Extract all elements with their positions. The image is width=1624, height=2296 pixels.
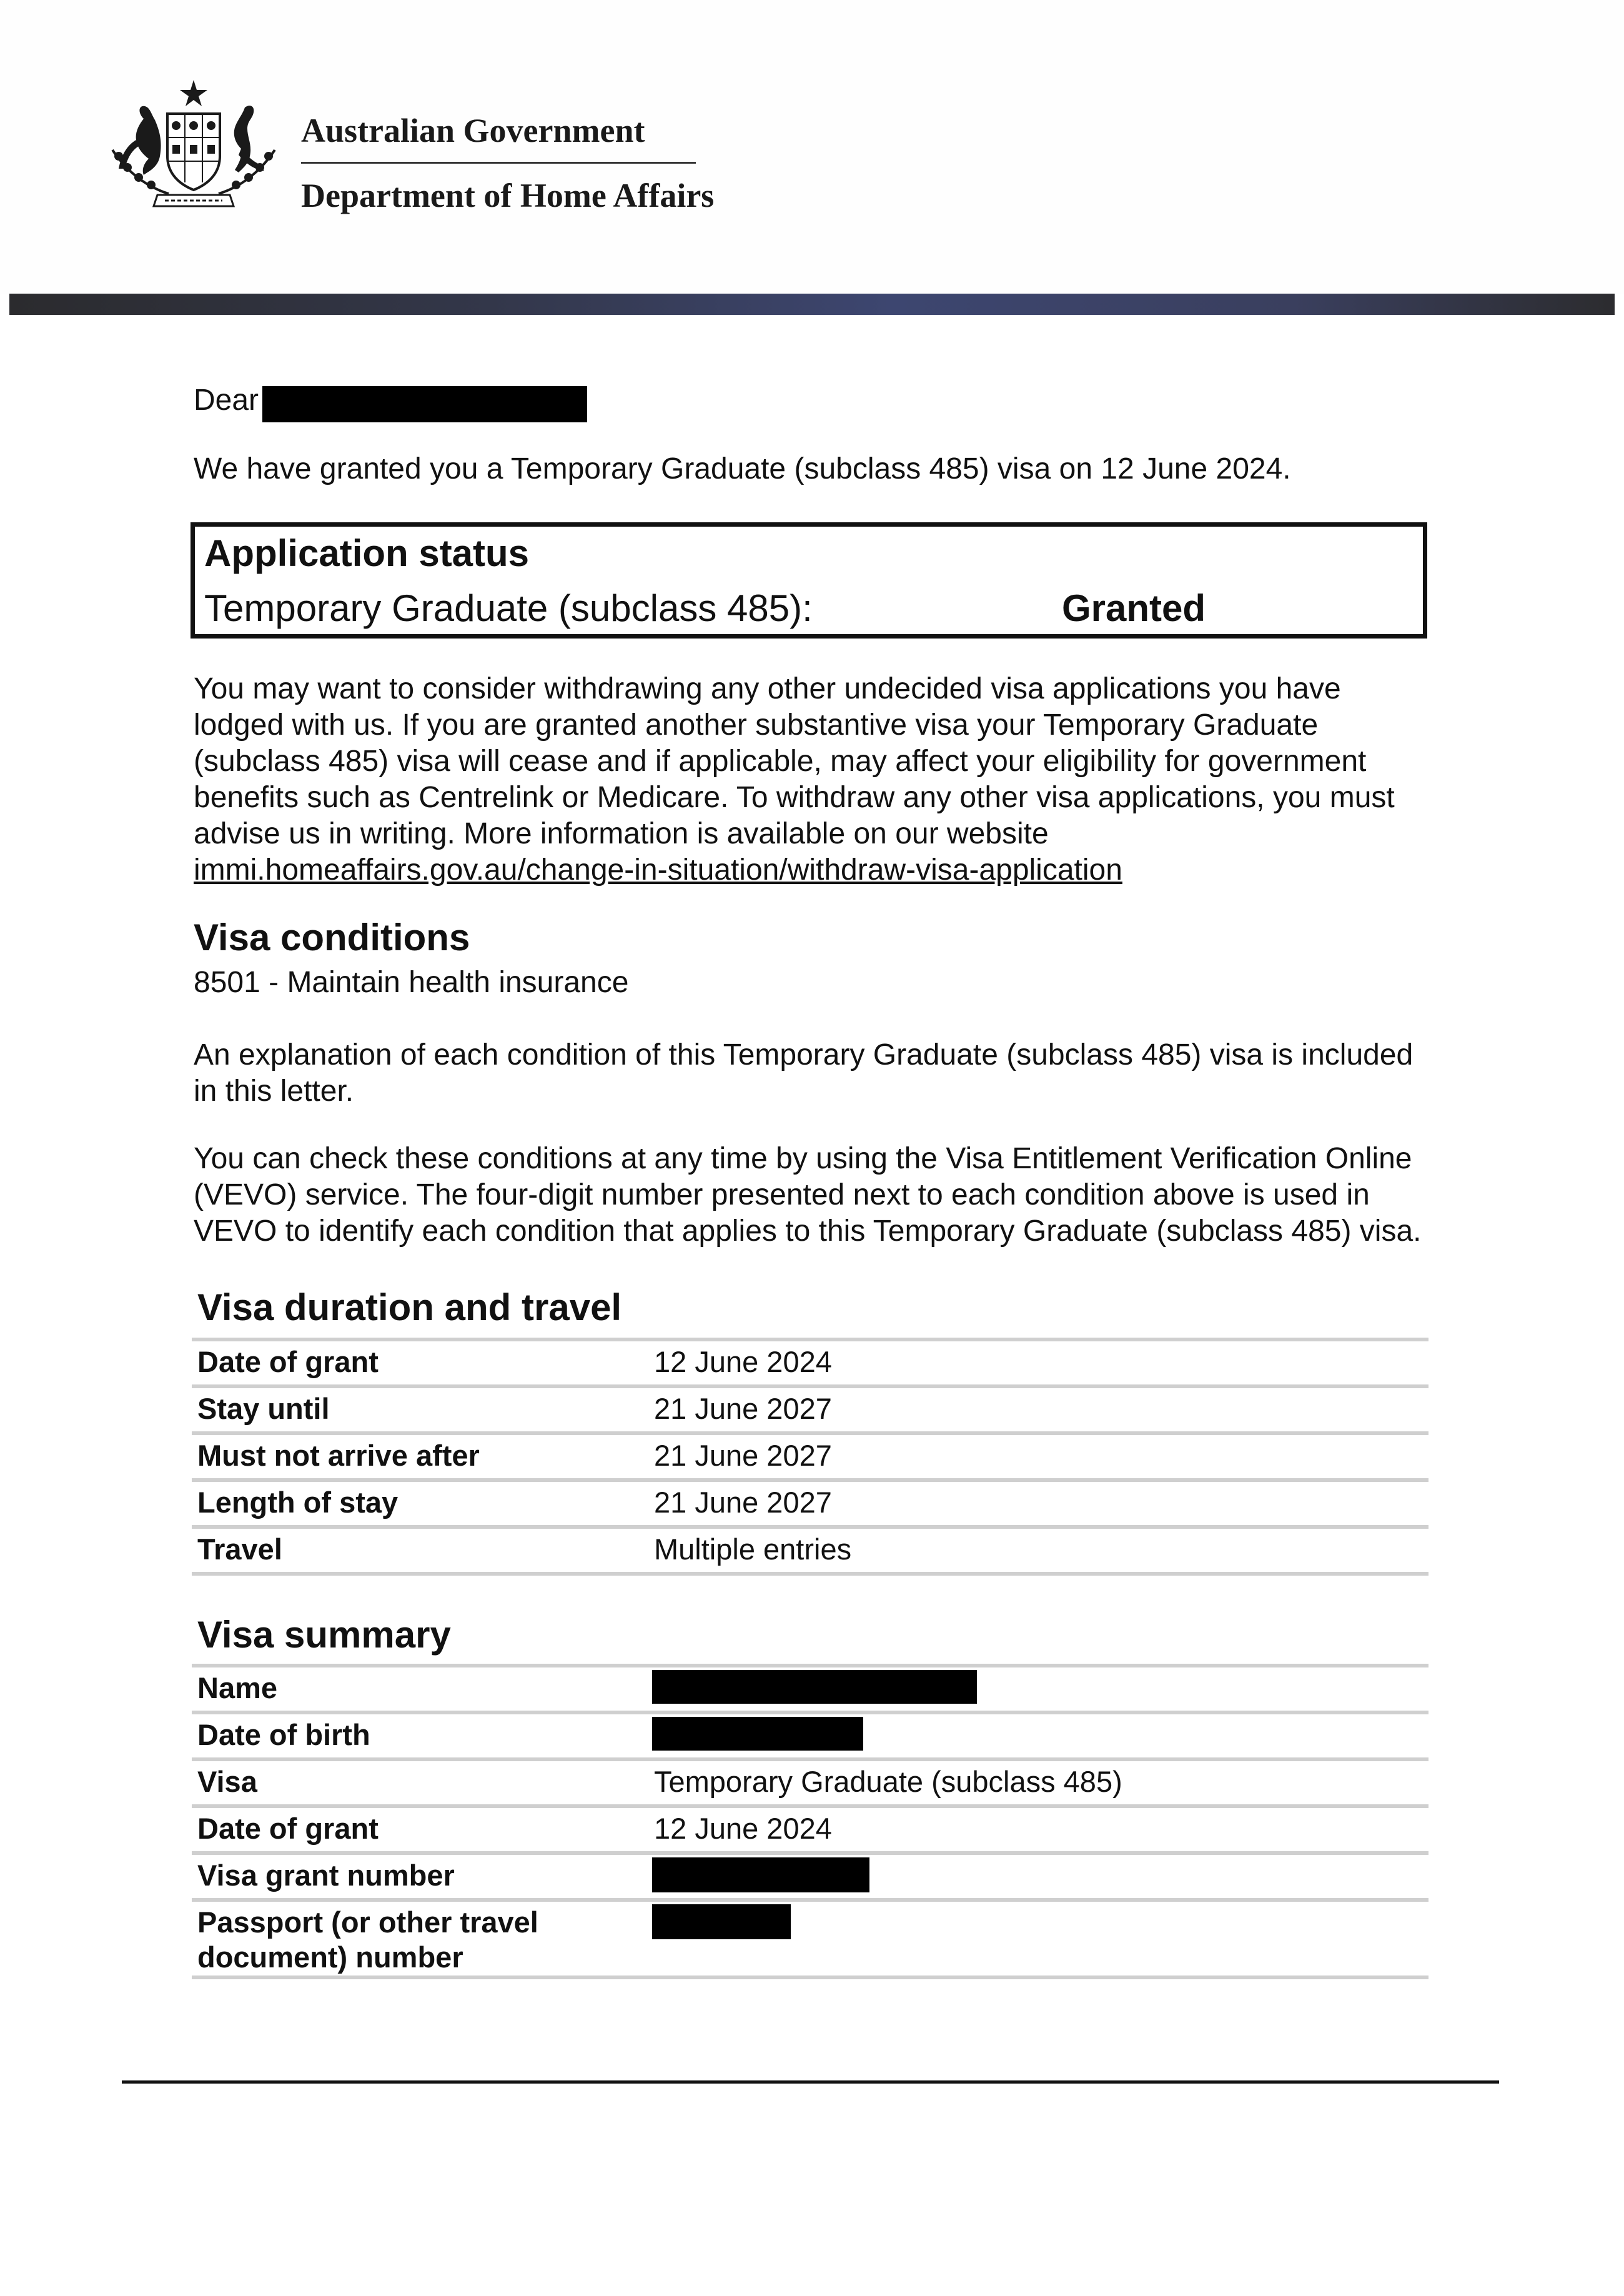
- visa-condition-item: 8501 - Maintain health insurance: [194, 966, 629, 999]
- commonwealth-coat-of-arms-icon: [100, 75, 287, 219]
- row-value: Temporary Graduate (subclass 485): [654, 1765, 1122, 1798]
- salutation: Dear: [194, 384, 259, 417]
- department-name: Department of Home Affairs: [301, 177, 715, 214]
- application-status-title: Application status: [204, 532, 530, 574]
- visa-conditions-heading: Visa conditions: [194, 917, 470, 958]
- government-name: Australian Government: [301, 112, 645, 149]
- visa-summary-table: [192, 1664, 1428, 1979]
- row-value: 12 June 2024: [654, 1345, 832, 1378]
- visa-summary-heading: Visa summary: [197, 1614, 451, 1656]
- row-label: Date of birth: [197, 1718, 370, 1751]
- grant-intro: We have granted you a Temporary Graduate (subclass 485) visa on 12 June 2024.: [194, 452, 1291, 485]
- redacted-passport-number: [652, 1904, 791, 1939]
- row-label: Travel: [197, 1533, 282, 1566]
- redacted-recipient-name: [262, 386, 587, 422]
- redacted-visa-grant-number: [652, 1857, 869, 1892]
- visa-duration-heading: Visa duration and travel: [197, 1286, 622, 1328]
- redacted-date-of-birth: [652, 1717, 863, 1751]
- row-value: 21 June 2027: [654, 1439, 832, 1472]
- application-status-visa: Temporary Graduate (subclass 485):: [204, 587, 813, 629]
- visa-duration-table: [192, 1338, 1428, 1576]
- row-label: Visa grant number: [197, 1859, 455, 1892]
- withdraw-notice-text: You may want to consider withdrawing any other undecided visa applications you have lodged with us. If you are granted another substantive visa your Temporary Graduate (subclass 485) visa will cease and if applicable, may affect your eligibility for government benefits such as Centrelink or Medicare. To withdraw any other visa applications, you must advise us in writing. More information is available on our website: [194, 672, 1395, 850]
- redacted-name: [652, 1670, 977, 1704]
- row-label: Date of grant: [197, 1812, 379, 1845]
- row-label: Visa: [197, 1765, 257, 1798]
- table-row: [192, 1851, 1428, 1898]
- table-row: [192, 1711, 1428, 1757]
- application-status-box: [191, 522, 1427, 639]
- row-label: Name: [197, 1671, 278, 1704]
- application-status-value: Granted: [1062, 587, 1206, 629]
- table-row: [192, 1804, 1428, 1851]
- row-value: 12 June 2024: [654, 1812, 832, 1845]
- withdraw-visa-link[interactable]: immi.homeaffairs.gov.au/change-in-situation/withdraw-visa-application: [194, 853, 1122, 887]
- row-label: Must not arrive after: [197, 1439, 480, 1472]
- letterhead: [0, 0, 1624, 294]
- table-row: [192, 1478, 1428, 1525]
- footer-divider: [122, 2080, 1499, 2084]
- table-row: [192, 1664, 1428, 1711]
- table-row: [192, 1525, 1428, 1576]
- row-label: Stay until: [197, 1392, 330, 1425]
- table-row: [192, 1431, 1428, 1478]
- withdraw-notice: [194, 671, 1437, 888]
- conditions-explanation: An explanation of each condition of this Temporary Graduate (subclass 485) visa is included in this letter.: [194, 1038, 1414, 1108]
- row-value: Multiple entries: [654, 1533, 852, 1566]
- table-row: [192, 1384, 1428, 1431]
- row-label: Date of grant: [197, 1345, 379, 1378]
- table-row: [192, 1898, 1428, 1979]
- row-value: 21 June 2027: [654, 1486, 832, 1519]
- header-band: [9, 294, 1615, 315]
- row-label: Length of stay: [197, 1486, 399, 1519]
- vevo-note: You can check these conditions at any time by using the Visa Entitlement Verification Online (VEVO) service. The four-digit number presented next to each condition above is used in VEVO to identify each condition that applies to this Temporary Graduate (subclass 485) visa.: [194, 1142, 1422, 1248]
- row-value: 21 June 2027: [654, 1392, 832, 1425]
- row-label: Passport (or other travel document) number: [197, 1906, 538, 1974]
- letterhead-divider: [301, 162, 696, 164]
- table-row: [192, 1338, 1428, 1384]
- table-row: [192, 1757, 1428, 1804]
